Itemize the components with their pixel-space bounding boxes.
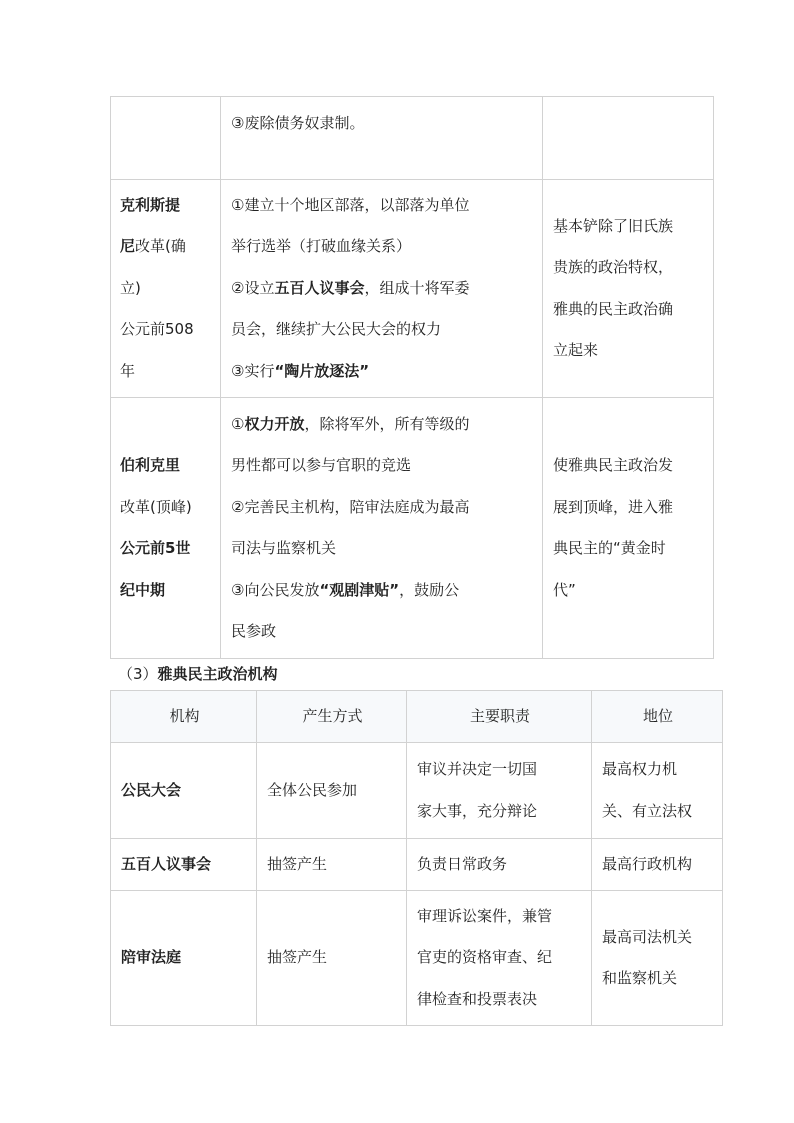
content-line: 员会，继续扩大公民大会的权力: [231, 320, 442, 339]
reform-date-line: 纪中期: [120, 580, 166, 599]
content-line: 男性都可以参与官职的竞选: [231, 456, 412, 474]
duty-cell: [407, 839, 592, 891]
duty-line: 负责日常政务: [417, 854, 508, 873]
bold-term: “陶片放逐法”: [274, 361, 370, 380]
bold-term: “观剧津贴”: [319, 580, 400, 599]
org-cell: 陪审法庭: [111, 891, 257, 1026]
reform-name-cell: [111, 398, 221, 659]
content-line: 民参政: [231, 622, 277, 640]
duty-line: 律检查和投票表决: [417, 989, 538, 1008]
reform-name-line: 改革(顶峰): [120, 497, 192, 516]
reform-date-line: 公元前508: [120, 320, 194, 339]
status-line: 关、有立法权: [602, 801, 693, 820]
content-line: ②设立五百人议事会，组成十将军委: [231, 278, 470, 297]
content-line: ③实行“陶片放逐法”: [231, 361, 370, 380]
status-cell: [592, 891, 723, 1026]
reform-name-line: 克利斯提: [120, 195, 181, 214]
reform-row-pericles: [111, 398, 714, 659]
content-line: ②完善民主机构，陪审法庭成为最高: [231, 497, 470, 516]
section-title: [118, 662, 278, 686]
reform-name-cell: [111, 180, 221, 398]
effect-line: 使雅典民主政治发: [553, 456, 674, 474]
bold-term: 五百人议事会: [274, 278, 365, 297]
reform-name-rest: 改革(确: [135, 237, 186, 256]
effect-line: 立起来: [553, 341, 599, 359]
content-line: ①权力开放，除将军外，所有等级的: [231, 414, 470, 433]
org-cell: 五百人议事会: [111, 839, 257, 891]
duty-line: 审议并决定一切国: [417, 760, 538, 778]
reform-row-cleisthenes: [111, 180, 714, 398]
effect-line: 雅典的民主政治确: [553, 299, 674, 318]
effect-line: 典民主的“黄金时: [553, 539, 666, 557]
effect-line: 展到顶峰，进入雅: [553, 497, 674, 516]
reform-date-line: 年: [120, 361, 136, 380]
status-line: 最高司法机关: [602, 927, 693, 946]
reform-row-solon: [111, 97, 714, 180]
method-cell: 抽签产生: [257, 891, 407, 1026]
effect-line: 基本铲除了旧氏族: [553, 216, 674, 235]
content-line: ①建立十个地区部落，以部落为单位: [231, 195, 470, 214]
reform-effect-cell: [543, 398, 714, 659]
reform-content-cell: [221, 180, 543, 398]
duty-line: 官吏的资格审查、纪: [417, 948, 553, 967]
duty-line: 家大事，充分辩论: [417, 801, 538, 820]
status-line: 和监察机关: [602, 969, 678, 987]
content-line: ③向公民发放“观剧津贴”，鼓励公: [231, 580, 460, 599]
header-cell: 产生方式: [257, 691, 407, 743]
header-cell: 主要职责: [407, 691, 592, 743]
reform-name-bold-part: 尼: [120, 237, 136, 256]
bold-term: 权力开放: [244, 414, 305, 433]
content-line: 举行选举（打破血缘关系）: [231, 237, 412, 256]
status-line: 最高行政机构: [602, 854, 693, 873]
org-cell: 公民大会: [111, 743, 257, 839]
reform-table: [110, 96, 714, 659]
reform-name-line: 伯利克里: [120, 456, 181, 474]
duty-line: 审理诉讼案件，兼管: [417, 906, 553, 925]
method-cell: 全体公民参加: [257, 743, 407, 839]
duty-cell: [407, 891, 592, 1026]
reform-effect-cell: [543, 180, 714, 398]
status-cell: [592, 839, 723, 891]
reform-effect-cell: [543, 97, 714, 180]
duty-cell: [407, 743, 592, 839]
reform-name-line: [120, 226, 214, 268]
section-number: （3）: [118, 665, 158, 683]
table-header-row: [111, 691, 723, 743]
reform-content-cell: [221, 398, 543, 659]
table-row: [111, 839, 723, 891]
section-heading: 雅典民主政治机构: [157, 665, 278, 683]
table-row: [111, 891, 723, 1026]
effect-line: 代”: [553, 580, 576, 599]
reform-content-cell: [221, 97, 543, 180]
table-row: [111, 743, 723, 839]
reform-name-line: 立): [120, 278, 141, 297]
header-cell: 地位: [592, 691, 723, 743]
reform-name-cell: [111, 97, 221, 180]
status-line: 最高权力机: [602, 760, 678, 778]
reform-date-line: 公元前5世: [120, 539, 191, 557]
content-line: 司法与监察机关: [231, 539, 337, 557]
status-cell: [592, 743, 723, 839]
content-line: ③废除债务奴隶制。: [231, 114, 365, 132]
header-cell: 机构: [111, 691, 257, 743]
method-cell: 抽签产生: [257, 839, 407, 891]
institutions-table: [110, 690, 723, 1026]
effect-line: 贵族的政治特权，: [553, 258, 674, 276]
